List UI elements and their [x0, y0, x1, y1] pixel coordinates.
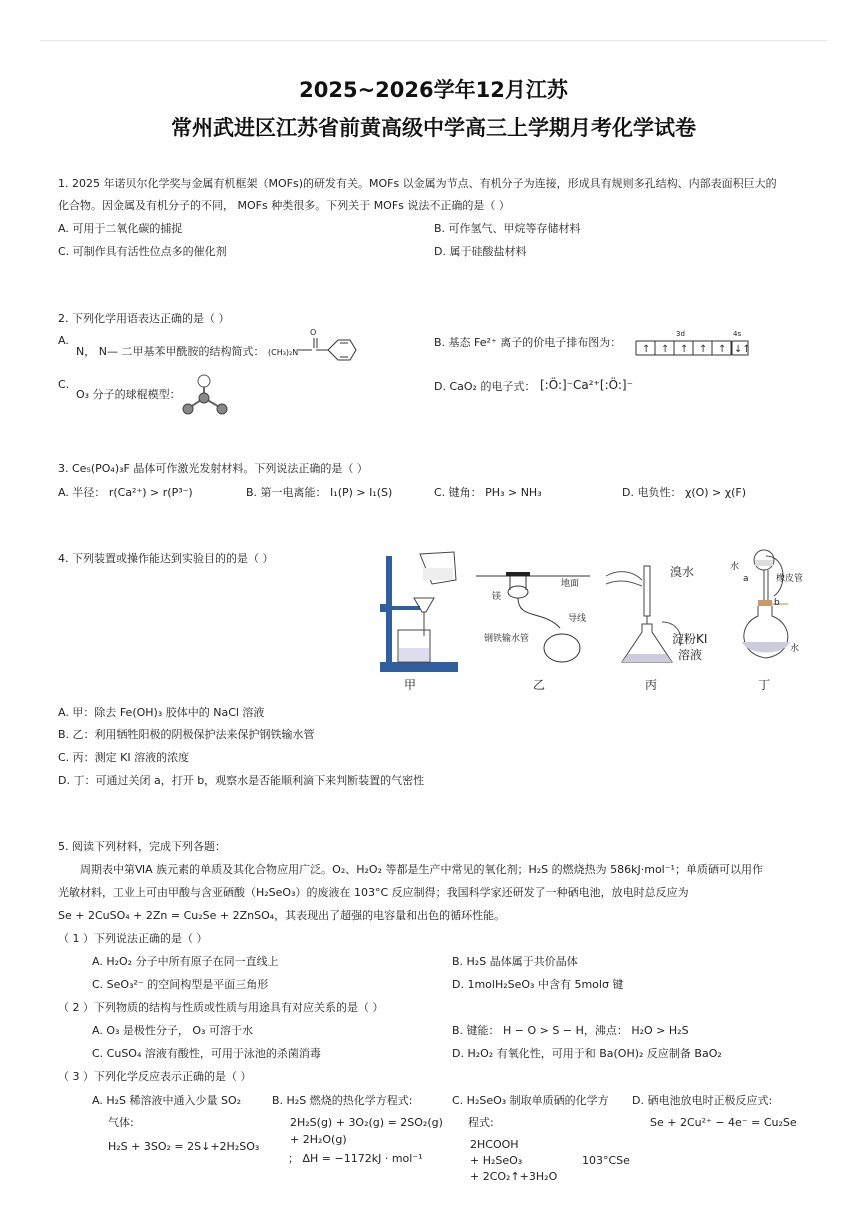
q1-stem-line1: 1. 2025 年诺贝尔化学奖与金属有机框架（MOFs)的研发有关。MOFs 以金属为节点、有机分子为连接，形成具有规则多孔结构、内部表面积巨大的	[58, 177, 777, 190]
yi-pipe-label: 钢铁输水管	[484, 634, 530, 644]
q1-stem-line2: 化合物。因金属及有机分子的不同， MOFs 种类很多。下列关于 MOFs 说法不正确的是（ ）	[58, 199, 510, 212]
svg-text:↑: ↑	[699, 344, 708, 355]
q5-sub3-option-a-line3: H₂S + 3SO₂ = 2S↓+2H₂SO₃	[108, 1140, 260, 1153]
ding-rubber-tube-label: 橡皮管	[776, 574, 804, 584]
q2-option-a-oxygen: O	[310, 328, 317, 337]
q5-passage-line1: 周期表中第ⅥA 族元素的单质及其化合物应用广泛。O₂、H₂O₂ 等都是生产中常见的氧化剂；H₂S 的燃烧热为 586kJ·mol⁻¹；单质硒可以用作	[80, 863, 763, 876]
q5-sub2-option-a[interactable]: A. O₃ 是极性分子， O₃ 可溶于水	[92, 1024, 253, 1037]
q5-sub2-option-c[interactable]: C. CuSO₄ 溶液有酸性，可用于泳池的杀菌消毒	[92, 1047, 321, 1060]
apparatus-ding-label: 丁	[758, 678, 771, 692]
yi-magnesium-label: 镁	[492, 592, 502, 602]
q3-option-a[interactable]: A. 半径： r(Ca²⁺) > r(P³⁻)	[58, 486, 193, 499]
q5-sub3-option-b-line1[interactable]: B. H₂S 燃烧的热化学方程式:	[272, 1094, 413, 1107]
q5-sub3-option-d-line1[interactable]: D. 硒电池放电时正极反应式:	[632, 1094, 773, 1107]
q4-option-a[interactable]: A. 甲：除去 Fe(OH)₃ 胶体中的 NaCl 溶液	[58, 706, 265, 719]
q5-sub3-option-b-line4: ； ΔH = −1172kJ · mol⁻¹	[288, 1152, 423, 1165]
q2-option-b-3d-label: 3d	[676, 330, 685, 338]
q5-sub2-option-b[interactable]: B. 键能： H − O > S − H，沸点： H₂O > H₂S	[452, 1024, 689, 1037]
title-line-2: 常州武进区江苏省前黄高级中学高三上学期月考化学试卷	[171, 116, 696, 140]
q5-passage-line2: 光敏材料，工业上可由甲酸与含亚硒酸（H₂SeO₃）的废液在 103°C 反应制得；我国科学家还研发了一种硒电池，放电时总反应为	[58, 886, 689, 899]
ding-valve-a-label: a	[743, 574, 749, 584]
svg-text:↑: ↑	[661, 344, 670, 355]
yi-ground-label: 地面	[561, 579, 580, 589]
q5-passage-line3: Se + 2CuSO₄ + 2Zn = Cu₂Se + 2ZnSO₄，其表现出了超强的电容量和出色的循环性能。	[58, 909, 506, 922]
q3-option-d[interactable]: D. 电负性： χ(O) > χ(F)	[622, 486, 747, 499]
q2-option-a-text: N， N— 二甲基苯甲酰胺的结构简式：	[76, 345, 265, 358]
q5-sub1-stem: （ 1 ）下列说法正确的是（ ）	[58, 932, 208, 945]
q5-sub1-option-a[interactable]: A. H₂O₂ 分子中所有原子在同一直线上	[92, 955, 279, 968]
title-line-1: 2025~2026学年12月江苏	[299, 78, 568, 102]
q5-sub3-option-b-line3: + 2H₂O(g)	[290, 1133, 347, 1146]
svg-text:↓↑: ↓↑	[734, 344, 751, 355]
yi-wire-label: 导线	[568, 614, 587, 624]
apparatus-jia-filtration-icon	[376, 550, 466, 676]
q2-option-c-letter[interactable]: C.	[58, 378, 70, 391]
q3-option-c[interactable]: C. 键角： PH₃ > NH₃	[434, 486, 542, 499]
q5-sub3-stem: （ 3 ）下列化学反应表示正确的是（ ）	[58, 1070, 252, 1083]
svg-text:↑: ↑	[680, 344, 689, 355]
q5-sub2-stem: （ 2 ）下列物质的结构与性质或性质与用途具有对应关系的是（ ）	[58, 1001, 384, 1014]
q5-sub3-option-c-line3: 2HCOOH	[470, 1138, 519, 1151]
q4-option-d[interactable]: D. 丁：可通过关闭 a，打开 b，观察水是否能顺利滴下来判断装置的气密性	[58, 774, 425, 787]
svg-text:↑: ↑	[642, 344, 651, 355]
q4-option-b[interactable]: B. 乙：利用牺牲阳极的阴极保护法来保护钢铁输水管	[58, 728, 315, 741]
q2-stem: 2. 下列化学用语表达正确的是（ ）	[58, 312, 230, 325]
q5-sub3-option-c-line4: + H₂SeO₃	[470, 1154, 523, 1167]
bing-solution-label: 溶液	[678, 648, 703, 662]
q2-option-a-formula: (CH₃)₂N	[268, 348, 299, 357]
q5-sub3-option-a-line1[interactable]: A. H₂S 稀溶液中通入少量 SO₂	[92, 1094, 242, 1107]
q5-sub3-option-a-line2: 气体:	[108, 1116, 134, 1129]
q2-option-b-text[interactable]: B. 基态 Fe²⁺ 离子的价电子排布图为：	[434, 336, 622, 349]
q5-sub1-option-b[interactable]: B. H₂S 晶体属于共价晶体	[452, 955, 578, 968]
bing-starch-ki-label: 淀粉KI	[672, 632, 708, 646]
top-divider	[40, 40, 827, 41]
q5-stem: 5. 阅读下列材料，完成下列各题：	[58, 840, 226, 853]
q5-sub1-option-c[interactable]: C. SeO₃²⁻ 的空间构型是平面三角形	[92, 978, 269, 991]
ding-water-label: 水	[730, 562, 740, 572]
q1-option-b[interactable]: B. 可作氢气、甲烷等存储材料	[434, 222, 581, 235]
q5-sub2-option-d[interactable]: D. H₂O₂ 有氧化性，可用于和 Ba(OH)₂ 反应制备 BaO₂	[452, 1047, 722, 1060]
bing-bromine-water-label: 溴水	[670, 565, 695, 579]
apparatus-yi-label: 乙	[533, 678, 546, 692]
apparatus-bing-label: 丙	[645, 678, 658, 692]
q3-stem: 3. Ce₅(PO₄)₃F 晶体可作激光发射材料。下列说法正确的是（ ）	[58, 462, 368, 475]
q5-sub3-option-c-condition: 103°CSe	[582, 1154, 630, 1167]
q2-option-a-letter[interactable]: A.	[58, 334, 69, 347]
svg-text:↑: ↑	[718, 344, 727, 355]
ding-valve-b-label: b	[774, 598, 780, 608]
q5-sub3-option-d-line2: Se + 2Cu²⁺ − 4e⁻ = Cu₂Se	[650, 1116, 797, 1129]
q1-option-c[interactable]: C. 可制作具有活性位点多的催化剂	[58, 245, 227, 258]
benzamide-structure-icon	[298, 334, 368, 374]
q2-option-d-formula: [:Ö:]⁻Ca²⁺[:Ö:]⁻	[540, 378, 633, 392]
q2-option-b-4s-label: 4s	[733, 330, 742, 338]
q5-sub3-option-b-line2: 2H₂S(g) + 3O₂(g) = 2SO₂(g)	[290, 1116, 443, 1129]
q5-sub3-option-c-line6: + 2CO₂↑+3H₂O	[470, 1170, 558, 1183]
ding-water-flask-label: 水	[790, 644, 800, 654]
o3-ball-stick-model-icon	[180, 372, 232, 416]
q2-option-d-text[interactable]: D. CaO₂ 的电子式：	[434, 380, 536, 393]
orbital-diagram-icon	[636, 340, 752, 358]
q1-option-a[interactable]: A. 可用于二氧化碳的捕捉	[58, 222, 183, 235]
q4-option-c[interactable]: C. 丙：测定 KI 溶液的浓度	[58, 751, 190, 764]
q2-option-c-text: O₃ 分子的球棍模型：	[76, 388, 181, 401]
q5-sub3-option-c-line2: 程式:	[468, 1116, 494, 1129]
q5-sub3-option-c-line1[interactable]: C. H₂SeO₃ 制取单质硒的化学方	[452, 1094, 609, 1107]
q1-option-d[interactable]: D. 属于硅酸盐材料	[434, 245, 527, 258]
q4-stem: 4. 下列装置或操作能达到实验目的的是（ ）	[58, 552, 274, 565]
q3-option-b[interactable]: B. 第一电离能： I₁(P) > I₁(S)	[246, 486, 393, 499]
apparatus-jia-label: 甲	[404, 678, 417, 692]
q5-sub1-option-d[interactable]: D. 1molH₂SeO₃ 中含有 5molσ 键	[452, 978, 624, 991]
